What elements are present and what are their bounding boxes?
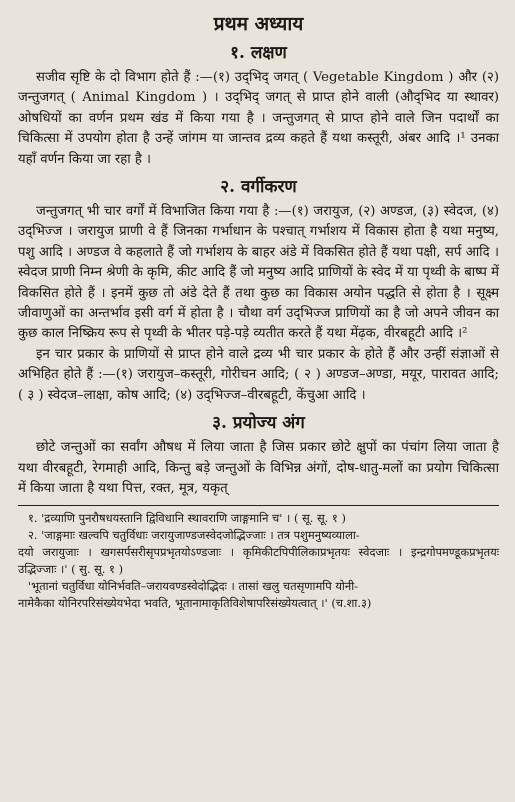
footnote-divider [18, 505, 499, 506]
section-title-vargikaran: २. वर्गीकरण [220, 177, 297, 198]
section-title-lakshan: १. लक्षण [230, 43, 287, 63]
footnote-1: १. 'द्रव्याणि पुनरौषधयस्तानि द्विविधानि स्थावराणि जाङ्गमानि च' । ( सू. सू. १ ) [28, 511, 346, 526]
chapter-title: प्रथम अध्याय [213, 13, 304, 35]
section-title-prayojya-ang: ३. प्रयोज्य अंग [212, 413, 305, 434]
paragraph-vargikaran-2: इन चार प्रकार के प्राणियों से प्राप्त होने वाले द्रव्य भी चार प्रकार के होते हैं और उन्हीं संज्ञाओं से अभिहित होते हैं :—(१) जरायुज–कस्तूरी, गोरीचन आदि; ( २ ) अण्डज–अण्डा, मयूर, पारावत आदि; ( ३ ) स्वेदज–लाक्षा, कोष आदि; (४) उद्‌भिज्ज–वीरबहूटी, केंचुआ आदि । [18, 346, 499, 403]
footnote-3-continuation: नामेकैका योनिरपरिसंख्येयभेदा भवति, भूतानामाकृतिविशेषापरिसंख्येयत्वात् ।' (च.शा.३) [18, 596, 372, 611]
paragraph-prayojya-ang: छोटे जन्तुओं का सर्वांग औषध में लिया जाता है जिस प्रकार छोटे क्षुपों का पंचांग लिया जाता है यथा वीरबहूटी, रेगमाही आदि, किन्तु बड़े जन्तुओं के विभिन्न अंगों, दोष-धातु-मलों का प्रयोग चिकित्सा में किया जाता है यथा पित्त, रक्त, मूत्र, यकृत् [18, 440, 499, 496]
paragraph-vargikaran-1: जन्तुजगत् भी चार वर्गों में विभाजित किया गया है :—(१) जरायुज, (२) अण्डज, (३) स्वेदज, (४) उद्‌भिज्ज । जरायुज प्राणी वे हैं जिनका गर्भाधान के पश्चात् गर्भाशय में विकास होता है यथा मनुष्य, पशु आदि । अण्डज वे कहलाते हैं जो गर्भाशय के बाहर अंडे में विकसित होते हैं यथा पक्षी, सर्प आदि । स्वेदज प्राणी निम्न श्रेणी के कृमि, कीट आदि हैं जो मनुष्य आदि प्राणियों के स्वेद में या पृथ्वी के बाष्प में विकसित होते हैं । इनमें कुछ तो अंडे देते हैं तथा कुछ का विकास अयोन पद्धति से होता है । सूक्ष्म जीवाणुओं का अन्तर्भाव इसी वर्ग में होता है । चौथा वर्ग उद्‌भिज्ज प्राणियों का है जो अपने जीवन का कुछ काल निष्क्रिय रूप से पृथ्वी के भीतर पड़े-पड़े व्यतीत करते हैं यथा मेंढ़क, वीरबहूटी आदि ।² [18, 204, 499, 342]
footnote-2-continuation: दयो जरायुजाः । खगसर्पसरीसृपप्रभृतयोऽण्डजाः । कृमिकीटपिपीलिकाप्रभृतयः स्वेदजाः । इन्द्रगोपमण्डूकप्रभृतयः उद्भिज्जाः ।' ( सु. सू. १ ) [18, 545, 499, 577]
footnote-3-line-1: 'भूतानां चतुर्विधा योनिर्भवति–जरायवण्डस्वेदोद्भिदः । तासां खलु चतसृणामपि योनी- [28, 579, 358, 594]
paragraph-lakshan: सजीव सृष्टि के दो विभाग होते हैं :—(१) उद्‌भिद् जगत् ( Vegetable Kingdom ) और (२) जन्तुजगत् ( Animal Kingdom ) । उद्‌भिद् जगत् से प्राप्त होने वाली (औद्‌भिद या स्थावर) ओषधियों का वर्णन प्रथम खंड में किया गया है । जन्तुजगत् से प्राप्त होने वाले जिन पदार्थों का चिकित्सा में उपयोग होता है उन्हें जांगम या जान्तव द्रव्य कहते हैं यथा कस्तूरी, अंबर आदि ।¹ उनका यहाँ वर्णन किया जा रहा है । [18, 70, 499, 167]
footnote-2-line-1: २. 'जाङ्गमाः खल्वपि चतुर्विधाः जरायुजाण्डजस्वेदजोद्भिज्जाः । तत्र पशुमनुष्यव्याला- [28, 528, 360, 543]
